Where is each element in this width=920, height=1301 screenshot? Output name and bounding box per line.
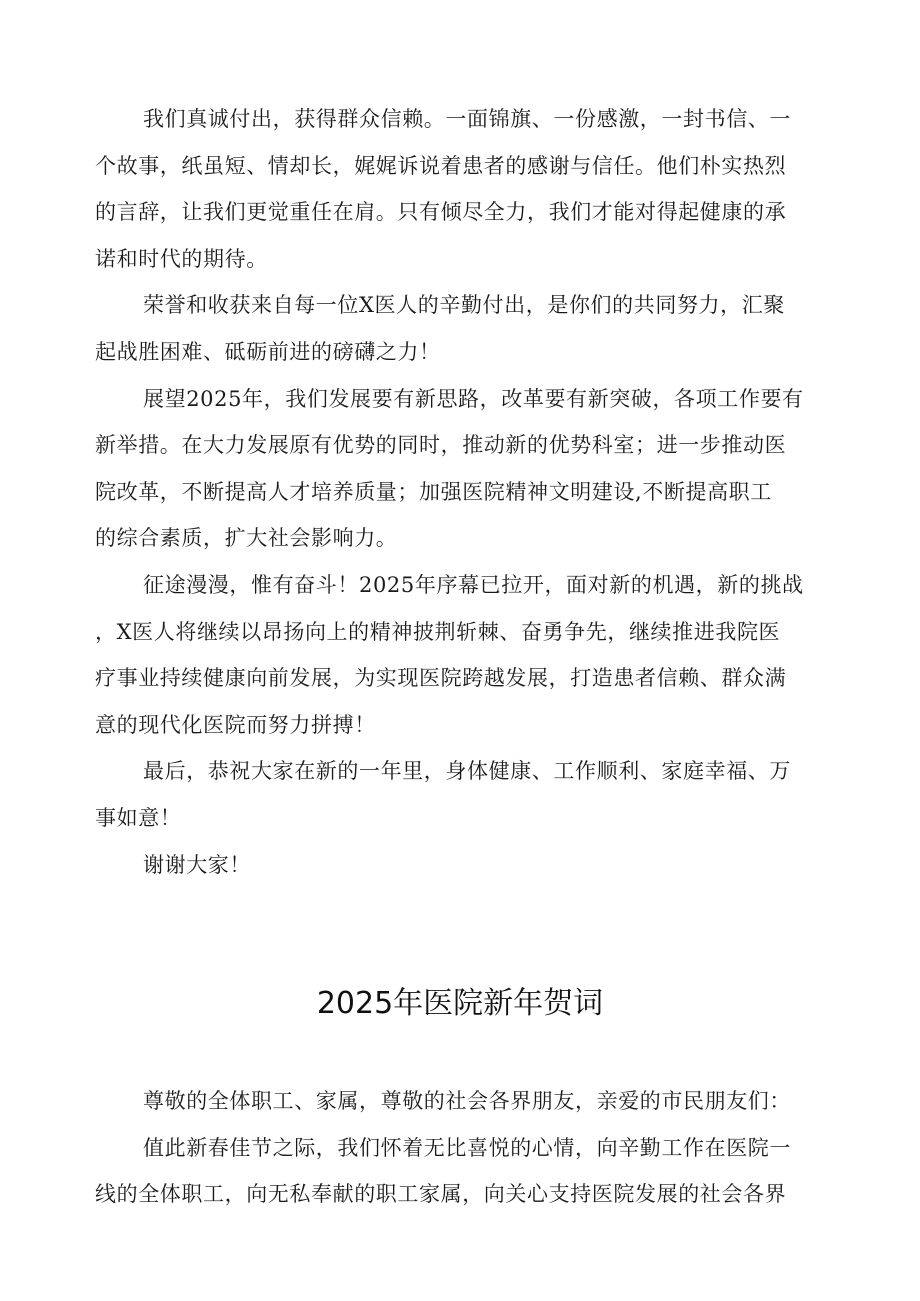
paragraph: 征途漫漫，惟有奋斗！2025年序幕已拉开，面对新的机遇，新的挑战 ，X医人将继续以昂扬向上的精神披荆斩棘、奋勇争先，继续推进我院医 疗事业持续健康向前发展，为实现医院跨越发展，打造患者信赖、群众满 意的现代化医院而努力拼搏！ [95,572,804,737]
paragraph: 值此新春佳节之际，我们怀着无比喜悦的心情，向辛勤工作在医院一 线的全体职工，向无私奉献的职工家属，向关心支持医院发展的社会各界 [95,1135,791,1207]
document-body-part2 [95,1078,833,1218]
paragraph: 尊敬的全体职工、家属，尊敬的社会各界朋友，亲爱的市民朋友们： [143,1089,791,1113]
document-body-part1 [95,96,833,888]
paragraph: 最后，恭祝大家在新的一年里，身体健康、工作顺利、家庭幸福、万 事如意！ [95,759,791,830]
paragraph: 谢谢大家！ [143,852,251,877]
paragraph: 我们真诚付出，获得群众信赖。一面锦旗、一份感激，一封书信、一 个故事，纸虽短、情却长，娓娓诉说着患者的感谢与信任。他们朴实热烈 的言辞，让我们更觉重任在肩。只有倾尽全力，我们才能对得起健康的承 诺和时代的期待。 [95,107,791,271]
paragraph: 荣誉和收获来自每一位X医人的辛勤付出，是你们的共同努力，汇聚 起战胜困难、砥砺前进的磅礴之力！ [95,293,785,364]
document-title: 2025年医院新年贺词 [316,986,604,1021]
paragraph: 展望2025年，我们发展要有新思路，改革要有新突破，各项工作要有 新举措。在大力发展原有优势的同时，推动新的优势科室；进一步推动医 院改革，不断提高人才培养质量；加强医院精神文明建设,不断提高职工 的综合素质，扩大社会影响力。 [95,386,804,551]
